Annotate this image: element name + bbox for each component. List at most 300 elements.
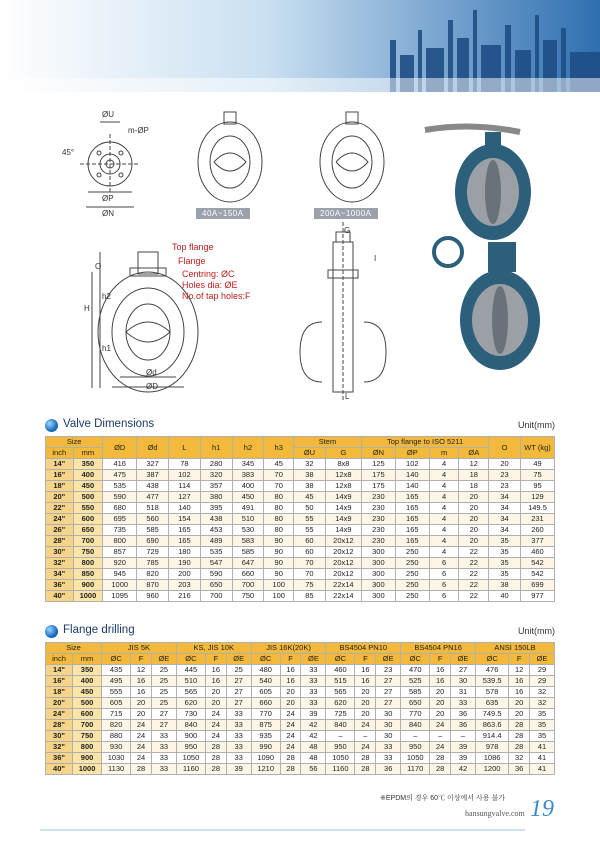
- table-cell: 600: [73, 514, 103, 525]
- dim-label-l: L: [345, 392, 350, 401]
- bullet-icon: [45, 625, 58, 638]
- table-cell: 216: [168, 591, 200, 602]
- sub-header-cell: ØE: [301, 654, 326, 665]
- table-cell: 56: [301, 764, 326, 775]
- table-cell: 27: [226, 676, 251, 687]
- table-cell: 41: [530, 753, 555, 764]
- table-cell: 28: [509, 742, 530, 753]
- table-cell: 39: [451, 753, 476, 764]
- table-cell: 30: [376, 720, 401, 731]
- table-cell: 20: [509, 709, 530, 720]
- table-cell: 715: [102, 709, 131, 720]
- table-cell: 650: [73, 525, 103, 536]
- table-cell: 175: [361, 470, 395, 481]
- table-cell: 510: [232, 514, 264, 525]
- table-cell: 39: [301, 709, 326, 720]
- table-cell: 1170: [401, 764, 430, 775]
- table-cell: 950: [176, 742, 205, 753]
- sub-header-cell: F: [509, 654, 530, 665]
- table-cell: 20: [430, 698, 451, 709]
- table-cell: 518: [137, 503, 169, 514]
- sub-header-cell: ØN: [361, 448, 395, 459]
- table-cell: 4: [429, 514, 459, 525]
- table-cell: 20": [46, 698, 73, 709]
- table-cell: 100: [264, 580, 294, 591]
- table-cell: 35: [530, 709, 555, 720]
- table-cell: 565: [176, 687, 205, 698]
- table-cell: 20: [430, 687, 451, 698]
- table-cell: 27: [226, 698, 251, 709]
- table-cell: 960: [137, 591, 169, 602]
- table-cell: 350: [73, 665, 102, 676]
- dim-label-mp: m-ØP: [128, 126, 149, 135]
- table-cell: 230: [361, 536, 395, 547]
- table-cell: 1050: [401, 753, 430, 764]
- table-cell: 48: [301, 742, 326, 753]
- table-cell: 525: [401, 676, 430, 687]
- table-cell: 30: [376, 731, 401, 742]
- table-cell: 231: [520, 514, 554, 525]
- table-cell: 438: [137, 481, 169, 492]
- table-cell: 102: [168, 470, 200, 481]
- table-cell: 990: [251, 742, 280, 753]
- table-cell: 14x9: [325, 525, 361, 536]
- dim-label-d-small: Ød: [146, 368, 157, 377]
- callout-holes: Holes dia: ØE: [182, 280, 238, 290]
- table-cell: 33: [151, 731, 176, 742]
- table-cell: 300: [361, 558, 395, 569]
- callout-centring: Centring: ØC: [182, 269, 235, 279]
- table-cell: 12x8: [325, 481, 361, 492]
- sub-header-cell: m: [429, 448, 459, 459]
- table-cell: 24: [430, 720, 451, 731]
- table-cell: 22x14: [325, 580, 361, 591]
- table-cell: 30": [46, 547, 74, 558]
- table-cell: 920: [103, 558, 137, 569]
- table-cell: 730: [176, 709, 205, 720]
- table-cell: 863.6: [476, 720, 509, 731]
- bullet-icon: [45, 419, 58, 432]
- table-cell: 20: [459, 514, 489, 525]
- table-cell: 80: [264, 525, 294, 536]
- valve-dimensions-table: [45, 436, 555, 602]
- table-cell: 300: [361, 569, 395, 580]
- table-cell: 435: [102, 665, 131, 676]
- table-cell: 350: [73, 459, 103, 470]
- table-cell: 28: [205, 753, 226, 764]
- table-cell: 12x8: [325, 470, 361, 481]
- table-cell: 24": [46, 514, 74, 525]
- table-cell: 930: [102, 742, 131, 753]
- table-cell: 40: [489, 591, 521, 602]
- sub-header-cell: F: [355, 654, 376, 665]
- table-cell: 460: [520, 547, 554, 558]
- valve-dimensions-header: [45, 418, 555, 434]
- table-cell: 1000: [73, 764, 102, 775]
- table-cell: 20x12: [325, 536, 361, 547]
- table-cell: 700: [73, 720, 102, 731]
- table-cell: 32: [530, 698, 555, 709]
- table-cell: 22: [459, 580, 489, 591]
- table-cell: 34: [489, 492, 521, 503]
- table-cell: 280: [200, 459, 232, 470]
- table-cell: 560: [137, 514, 169, 525]
- table-cell: 377: [520, 536, 554, 547]
- table-cell: 125: [361, 459, 395, 470]
- table-row: [46, 764, 555, 775]
- table-cell: 55: [294, 514, 326, 525]
- table-cell: 140: [168, 503, 200, 514]
- dim-label-i: I: [374, 254, 377, 263]
- sub-header-cell: ØC: [401, 654, 430, 665]
- table-cell: 16: [131, 676, 152, 687]
- table-cell: 20: [131, 698, 152, 709]
- table-cell: 25: [226, 665, 251, 676]
- table-cell: 20": [46, 492, 74, 503]
- table-cell: 14x9: [325, 514, 361, 525]
- table-row: [46, 503, 555, 514]
- table-cell: 6: [429, 569, 459, 580]
- table-cell: 605: [102, 698, 131, 709]
- valve-drawings: [0, 92, 600, 412]
- table-cell: 36: [451, 709, 476, 720]
- table-cell: 590: [103, 492, 137, 503]
- table-cell: 20: [459, 492, 489, 503]
- table-cell: 41: [530, 742, 555, 753]
- table-cell: 260: [520, 525, 554, 536]
- table-cell: 16: [509, 676, 530, 687]
- table-cell: 695: [103, 514, 137, 525]
- table-cell: 165: [168, 536, 200, 547]
- table-cell: 80: [264, 503, 294, 514]
- table-cell: 250: [395, 569, 429, 580]
- table-cell: 14": [46, 459, 74, 470]
- table-cell: 30": [46, 731, 73, 742]
- table-cell: 24: [355, 742, 376, 753]
- table-cell: 647: [232, 558, 264, 569]
- table-cell: 40": [46, 591, 74, 602]
- table-cell: 680: [103, 503, 137, 514]
- table-cell: 489: [200, 536, 232, 547]
- table-cell: 750: [73, 547, 103, 558]
- table-cell: 660: [232, 569, 264, 580]
- table-cell: 42: [301, 731, 326, 742]
- table-row: [46, 525, 555, 536]
- table-cell: 750: [73, 731, 102, 742]
- table-cell: 90: [264, 558, 294, 569]
- table-cell: 977: [520, 591, 554, 602]
- table-cell: 75: [520, 470, 554, 481]
- table-cell: 28: [131, 764, 152, 775]
- table-cell: 22: [459, 569, 489, 580]
- table-cell: 450: [73, 481, 103, 492]
- caption-small: 40A~150A: [196, 208, 250, 219]
- sub-header-cell: F: [131, 654, 152, 665]
- table-cell: 203: [168, 580, 200, 591]
- table-cell: 840: [176, 720, 205, 731]
- table-cell: 30: [451, 676, 476, 687]
- table-cell: 38: [489, 580, 521, 591]
- table-cell: 583: [232, 536, 264, 547]
- table-cell: 32: [294, 459, 326, 470]
- table-cell: 33: [226, 709, 251, 720]
- table-cell: 20: [459, 525, 489, 536]
- table-cell: 650: [200, 580, 232, 591]
- col-h3: h3: [264, 437, 294, 459]
- table-cell: 416: [103, 459, 137, 470]
- table-cell: 540: [251, 676, 280, 687]
- table-cell: 4: [429, 492, 459, 503]
- table-cell: 25: [151, 665, 176, 676]
- table-cell: 70: [294, 558, 326, 569]
- header-banner: [0, 0, 600, 92]
- table-cell: 850: [73, 569, 103, 580]
- table-cell: 36: [509, 764, 530, 775]
- col-top-flange: Top flange to ISO 5211: [361, 437, 488, 448]
- table-cell: 45: [264, 459, 294, 470]
- sub-header-cell: ØC: [251, 654, 280, 665]
- table-cell: –: [355, 731, 376, 742]
- table-cell: 857: [103, 547, 137, 558]
- table-cell: 6: [429, 580, 459, 591]
- table-cell: 875: [251, 720, 280, 731]
- table-cell: 20: [280, 687, 301, 698]
- table-cell: 36: [451, 720, 476, 731]
- table-cell: 20: [459, 536, 489, 547]
- table-cell: 495: [102, 676, 131, 687]
- sub-header-cell: ØE: [226, 654, 251, 665]
- table-cell: 80: [264, 492, 294, 503]
- table-cell: 480: [251, 665, 280, 676]
- table-cell: 16: [280, 665, 301, 676]
- sub-header-cell: inch: [46, 654, 73, 665]
- flange-drilling-title: Flange drilling: [63, 624, 135, 636]
- table-cell: 491: [232, 503, 264, 514]
- table-cell: 24: [280, 709, 301, 720]
- table-cell: 36": [46, 580, 74, 591]
- table-row: [46, 698, 555, 709]
- epdm-note: ※EPDM의 경우 60℃ 이상에서 사용 불가: [380, 795, 505, 802]
- table-row: [46, 514, 555, 525]
- table-cell: 24: [430, 742, 451, 753]
- table-cell: 33: [226, 753, 251, 764]
- sub-header-cell: ØC: [326, 654, 355, 665]
- table-cell: 39: [226, 764, 251, 775]
- table-cell: 1090: [251, 753, 280, 764]
- table-cell: 22: [459, 591, 489, 602]
- table-cell: 32": [46, 558, 74, 569]
- dim-label-h2: h2: [102, 292, 111, 301]
- table-cell: 33: [226, 720, 251, 731]
- table-cell: 140: [395, 481, 429, 492]
- table-cell: 1050: [176, 753, 205, 764]
- page-number: 19: [530, 796, 554, 822]
- flange-drilling-table: [45, 642, 555, 775]
- table-cell: 357: [200, 481, 232, 492]
- table-cell: 28: [509, 720, 530, 731]
- table-cell: 20x12: [325, 547, 361, 558]
- table-cell: 935: [251, 731, 280, 742]
- col-h1: h1: [200, 437, 232, 459]
- table-cell: 230: [361, 525, 395, 536]
- table-cell: 28: [430, 753, 451, 764]
- table-cell: 565: [326, 687, 355, 698]
- table-row: [46, 536, 555, 547]
- table-cell: 78: [168, 459, 200, 470]
- table-cell: 28: [509, 731, 530, 742]
- table-row: [46, 591, 555, 602]
- table-row: [46, 492, 555, 503]
- table-cell: 28: [280, 753, 301, 764]
- table-cell: 460: [326, 665, 355, 676]
- table-cell: 1000: [103, 580, 137, 591]
- table-cell: 95: [520, 481, 554, 492]
- table-cell: 24: [280, 742, 301, 753]
- table-cell: 820: [137, 569, 169, 580]
- table-cell: 22: [459, 558, 489, 569]
- table-row: [46, 569, 555, 580]
- table-cell: 35: [530, 731, 555, 742]
- table-cell: 80: [264, 514, 294, 525]
- table-cell: 25: [151, 698, 176, 709]
- table-cell: 32: [509, 753, 530, 764]
- table-cell: 6: [429, 558, 459, 569]
- sub-header-cell: mm: [73, 654, 102, 665]
- table-cell: 945: [103, 569, 137, 580]
- table-cell: 175: [361, 481, 395, 492]
- table-cell: 535: [103, 481, 137, 492]
- table-cell: 24: [205, 709, 226, 720]
- table-cell: 978: [476, 742, 509, 753]
- table-cell: 20: [459, 503, 489, 514]
- sub-header-cell: ØC: [176, 654, 205, 665]
- table-cell: 4: [429, 536, 459, 547]
- table-cell: 605: [251, 687, 280, 698]
- table-cell: 250: [395, 558, 429, 569]
- table-cell: 165: [395, 492, 429, 503]
- table-cell: 650: [401, 698, 430, 709]
- table-cell: 510: [176, 676, 205, 687]
- table-cell: 90: [264, 569, 294, 580]
- table-cell: 114: [168, 481, 200, 492]
- table-cell: 60: [294, 547, 326, 558]
- table-cell: 24: [131, 742, 152, 753]
- table-cell: 14x9: [325, 503, 361, 514]
- table-cell: 20: [205, 687, 226, 698]
- table-cell: 1050: [326, 753, 355, 764]
- table-cell: 16: [430, 676, 451, 687]
- table-cell: 85: [294, 591, 326, 602]
- table-cell: 28: [430, 764, 451, 775]
- table-cell: 4: [429, 470, 459, 481]
- table-cell: 16: [509, 687, 530, 698]
- table-cell: 500: [73, 492, 103, 503]
- table-cell: 542: [520, 569, 554, 580]
- callout-flange: Flange: [178, 256, 206, 266]
- table-cell: 578: [476, 687, 509, 698]
- table-cell: 400: [73, 470, 103, 481]
- table-cell: 28: [280, 764, 301, 775]
- table-cell: 24": [46, 709, 73, 720]
- table-cell: 16: [280, 676, 301, 687]
- table-cell: 20: [489, 459, 521, 470]
- table-cell: 12: [131, 665, 152, 676]
- table-cell: 20x12: [325, 558, 361, 569]
- table-cell: 250: [395, 547, 429, 558]
- table-cell: 23: [489, 481, 521, 492]
- dim-label-h: H: [84, 304, 90, 313]
- table-cell: –: [326, 731, 355, 742]
- table-cell: 900: [73, 580, 103, 591]
- table-cell: 24: [280, 731, 301, 742]
- table-cell: 18: [459, 481, 489, 492]
- sub-header-cell: F: [280, 654, 301, 665]
- callout-top-flange: Top flange: [172, 242, 214, 252]
- table-cell: 36": [46, 753, 73, 764]
- group-header-cell: JIS 5K: [102, 643, 177, 654]
- sub-header-cell: ØC: [476, 654, 509, 665]
- table-cell: 542: [520, 558, 554, 569]
- table-cell: 30: [376, 709, 401, 720]
- col-stem: Stem: [294, 437, 362, 448]
- col-size: Size: [46, 437, 103, 448]
- table-cell: 27: [451, 665, 476, 676]
- table-cell: 24: [131, 731, 152, 742]
- table-cell: 383: [232, 470, 264, 481]
- table-cell: 70: [264, 481, 294, 492]
- sub-header-cell: F: [430, 654, 451, 665]
- table-cell: 16: [205, 676, 226, 687]
- table-cell: 1210: [251, 764, 280, 775]
- table-cell: 800: [103, 536, 137, 547]
- table-cell: 24: [205, 720, 226, 731]
- table-cell: 230: [361, 503, 395, 514]
- table-cell: 149.5: [520, 503, 554, 514]
- table-cell: 620: [326, 698, 355, 709]
- table-cell: 154: [168, 514, 200, 525]
- sub-header-cell: ØE: [451, 654, 476, 665]
- table-cell: 34: [489, 503, 521, 514]
- table-cell: 22x14: [325, 591, 361, 602]
- table-cell: 16: [131, 687, 152, 698]
- table-cell: 25: [151, 687, 176, 698]
- table-row: [46, 720, 555, 731]
- table-cell: 820: [102, 720, 131, 731]
- table-cell: 200: [168, 569, 200, 580]
- table-cell: 18": [46, 687, 73, 698]
- table-cell: 300: [361, 580, 395, 591]
- table-cell: 18: [459, 470, 489, 481]
- technical-drawing: [0, 92, 600, 412]
- table-cell: 700: [232, 580, 264, 591]
- valve-dimensions-unit: Unit(mm): [518, 420, 555, 430]
- table-cell: 1160: [176, 764, 205, 775]
- table-cell: 590: [200, 569, 232, 580]
- table-cell: 785: [137, 558, 169, 569]
- table-cell: 476: [476, 665, 509, 676]
- table-row: [46, 731, 555, 742]
- table-cell: 400: [73, 676, 102, 687]
- table-row: [46, 580, 555, 591]
- table-cell: 20: [355, 709, 376, 720]
- table-cell: 1030: [102, 753, 131, 764]
- table-row: [46, 481, 555, 492]
- table-cell: 20: [509, 698, 530, 709]
- group-header-cell: BS4504 PN10: [326, 643, 401, 654]
- table-cell: 27: [376, 687, 401, 698]
- table-cell: 28: [205, 742, 226, 753]
- table-cell: 33: [301, 665, 326, 676]
